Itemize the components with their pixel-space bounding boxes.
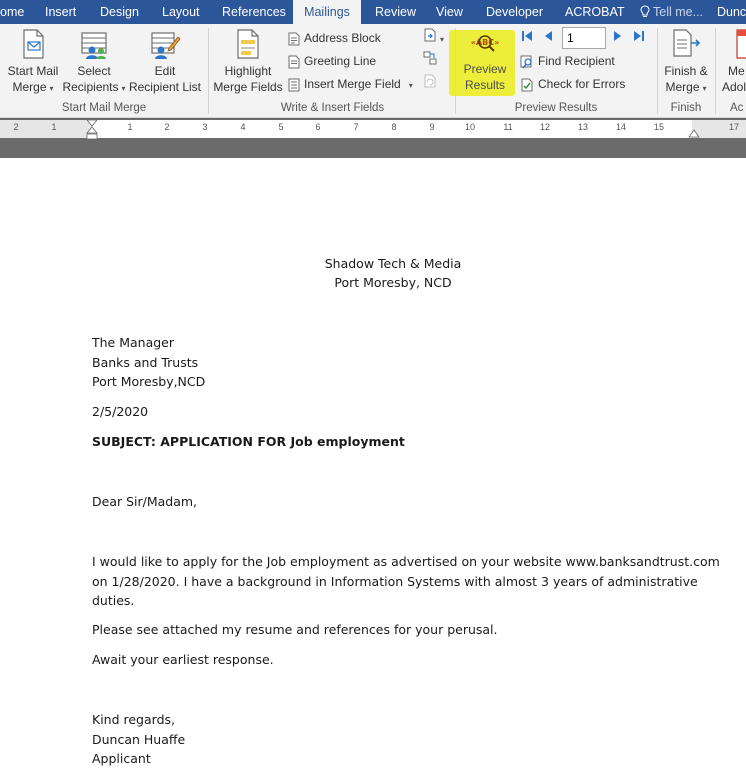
tab-review[interactable]: Review [375, 5, 416, 19]
match-fields-button[interactable] [423, 51, 437, 71]
adobe-label-2: Adol [722, 80, 746, 94]
edit-list-icon [149, 28, 181, 60]
next-record-button[interactable] [612, 29, 624, 49]
tab-view[interactable]: View [436, 5, 463, 19]
edit-recipient-list-label-2: Recipient List [128, 80, 202, 94]
greeting-line-icon [288, 55, 300, 69]
previous-record-icon [542, 29, 554, 43]
chevron-down-icon: ▾ [408, 81, 413, 90]
ruler-number: 3 [202, 122, 208, 132]
preview-abc-icon [468, 28, 502, 58]
ruler-number: 9 [429, 122, 435, 132]
ruler-number: 2 [164, 122, 170, 132]
preview-results-label-1: Preview [463, 62, 507, 76]
paragraph-2: Please see attached my resume and references for your perusal. [92, 622, 498, 637]
start-mail-merge-button[interactable] [4, 28, 62, 98]
ruler-number: 4 [240, 122, 246, 132]
paragraph-1-line-1: I would like to apply for the Job employment as advertised on your website www.banksandtrust.com [92, 554, 720, 569]
start-mail-merge-label-1: Start Mail [7, 64, 59, 78]
tab-acrobat[interactable]: ACROBAT [565, 5, 625, 19]
adobe-pdf-icon [734, 28, 746, 60]
chevron-down-icon: ▾ [49, 84, 54, 93]
signer-role: Applicant [92, 751, 151, 766]
chevron-down-icon: ▾ [440, 35, 445, 44]
check-for-errors-label: Check for Errors [538, 77, 626, 91]
ruler-number: 5 [278, 122, 284, 132]
right-indent-marker[interactable] [688, 128, 700, 138]
ruler-number: 10 [464, 122, 475, 132]
ruler-number: 6 [315, 122, 321, 132]
ruler-area [0, 118, 746, 158]
next-record-icon [612, 29, 624, 43]
user-name[interactable]: Dunc [717, 5, 746, 19]
ruler-number: 13 [577, 122, 588, 132]
ribbon-tab-bar [0, 0, 746, 24]
record-number-input[interactable] [562, 27, 606, 49]
group-label-preview-results: Preview Results [514, 102, 598, 114]
finish-merge-button[interactable] [660, 28, 712, 98]
group-label-start-mail-merge: Start Mail Merge [61, 102, 147, 114]
letter-subject: SUBJECT: APPLICATION FOR Job employment [92, 434, 405, 449]
select-recipients-button[interactable] [62, 28, 126, 98]
group-separator [208, 28, 209, 114]
highlight-merge-fields-button[interactable] [212, 28, 284, 98]
tab-home[interactable]: ome [0, 5, 25, 19]
signer-name: Duncan Huaffe [92, 732, 186, 747]
ruler-number: 1 [127, 122, 133, 132]
chevron-down-icon: ▾ [702, 84, 707, 93]
insert-merge-field-icon [288, 78, 300, 92]
edit-recipient-list-label-1: Edit [154, 64, 176, 78]
tab-developer[interactable]: Developer [486, 5, 543, 19]
tab-insert[interactable]: Insert [45, 5, 77, 19]
recipient-location: Port Moresby,NCD [92, 374, 206, 389]
lightbulb-icon [640, 5, 650, 18]
find-recipient-label: Find Recipient [538, 54, 615, 68]
ruler-number: 7 [353, 122, 359, 132]
find-recipient-icon [520, 55, 534, 69]
group-label-write-insert-fields: Write & Insert Fields [280, 102, 385, 114]
preview-results-label-2: Results [464, 78, 505, 92]
finish-merge-label-2: Merge [665, 80, 700, 94]
address-block-icon [288, 32, 300, 46]
horizontal-ruler[interactable] [0, 120, 746, 138]
select-recipients-label-2: Recipients [62, 80, 119, 94]
rules-icon [423, 28, 437, 42]
ruler-number: 8 [391, 122, 397, 132]
closing: Kind regards, [92, 712, 175, 727]
ruler-number: 12 [539, 122, 550, 132]
document-page[interactable] [0, 158, 746, 782]
address-block-label: Address Block [304, 31, 381, 45]
paragraph-1-line-2: on 1/28/2020. I have a background in Information Systems with almost 3 years of administrative [92, 574, 698, 589]
company-name: Shadow Tech & Media [324, 256, 462, 271]
group-separator [715, 28, 716, 114]
first-record-button[interactable] [520, 29, 534, 49]
check-errors-icon [520, 78, 534, 92]
check-for-errors-button[interactable] [520, 74, 625, 94]
start-mail-merge-label-2: Merge [12, 80, 47, 94]
update-labels-button[interactable] [423, 74, 437, 94]
greeting-line-button[interactable] [288, 51, 376, 71]
highlight-fields-icon [234, 28, 262, 60]
merge-to-adobe-pdf-button[interactable] [720, 28, 746, 98]
preview-results-button[interactable] [457, 28, 513, 98]
recipient-title: The Manager [92, 335, 175, 350]
last-record-icon [632, 29, 646, 43]
left-indent-marker[interactable] [86, 120, 98, 140]
rules-button[interactable] [423, 28, 444, 48]
tell-me-box[interactable] [640, 0, 703, 24]
group-label-acrobat: Ac [730, 102, 744, 114]
last-record-button[interactable] [632, 29, 646, 49]
tab-references[interactable]: References [222, 5, 286, 19]
ruler-number: 15 [653, 122, 664, 132]
svg-text:«ABC»: «ABC» [470, 38, 500, 47]
highlight-merge-fields-label-2: Merge Fields [213, 80, 283, 94]
insert-merge-field-button[interactable] [288, 74, 413, 94]
select-recipients-label-1: Select [77, 64, 111, 78]
paragraph-1-line-3: duties. [92, 593, 135, 608]
tab-mailings[interactable]: Mailings [293, 0, 361, 25]
ruler-number: 14 [615, 122, 626, 132]
ruler-number: 17 [728, 122, 739, 132]
paragraph-3: Await your earliest response. [92, 652, 274, 667]
tab-layout[interactable]: Layout [162, 5, 200, 19]
ruler-number: 11 [503, 122, 513, 132]
letter-date: 2/5/2020 [92, 404, 149, 419]
ruler-number: 1 [51, 122, 57, 132]
ruler-number: 2 [13, 122, 19, 132]
chevron-down-icon: ▾ [121, 84, 126, 93]
adobe-label-1: Me [728, 64, 745, 78]
address-block-button[interactable] [288, 28, 381, 48]
document-mail-icon [19, 28, 47, 60]
greeting-line-label: Greeting Line [304, 54, 377, 68]
salutation: Dear Sir/Madam, [92, 494, 198, 509]
finish-merge-label-1: Finish & [664, 64, 708, 78]
group-label-finish: Finish [670, 102, 702, 114]
recipients-list-icon [79, 28, 109, 60]
insert-merge-field-label: Insert Merge Field [304, 77, 401, 91]
previous-record-button[interactable] [542, 29, 554, 49]
edit-recipient-list-button[interactable] [128, 28, 202, 98]
match-fields-icon [423, 51, 437, 65]
company-location: Port Moresby, NCD [334, 275, 452, 290]
update-labels-icon [423, 74, 437, 88]
first-record-icon [520, 29, 534, 43]
find-recipient-button[interactable] [520, 51, 615, 71]
tell-me-text: Tell me... [653, 5, 704, 19]
recipient-org: Banks and Trusts [92, 355, 199, 370]
finish-merge-icon [671, 28, 701, 60]
tab-design[interactable]: Design [100, 5, 139, 19]
highlight-merge-fields-label-1: Highlight [224, 64, 272, 78]
